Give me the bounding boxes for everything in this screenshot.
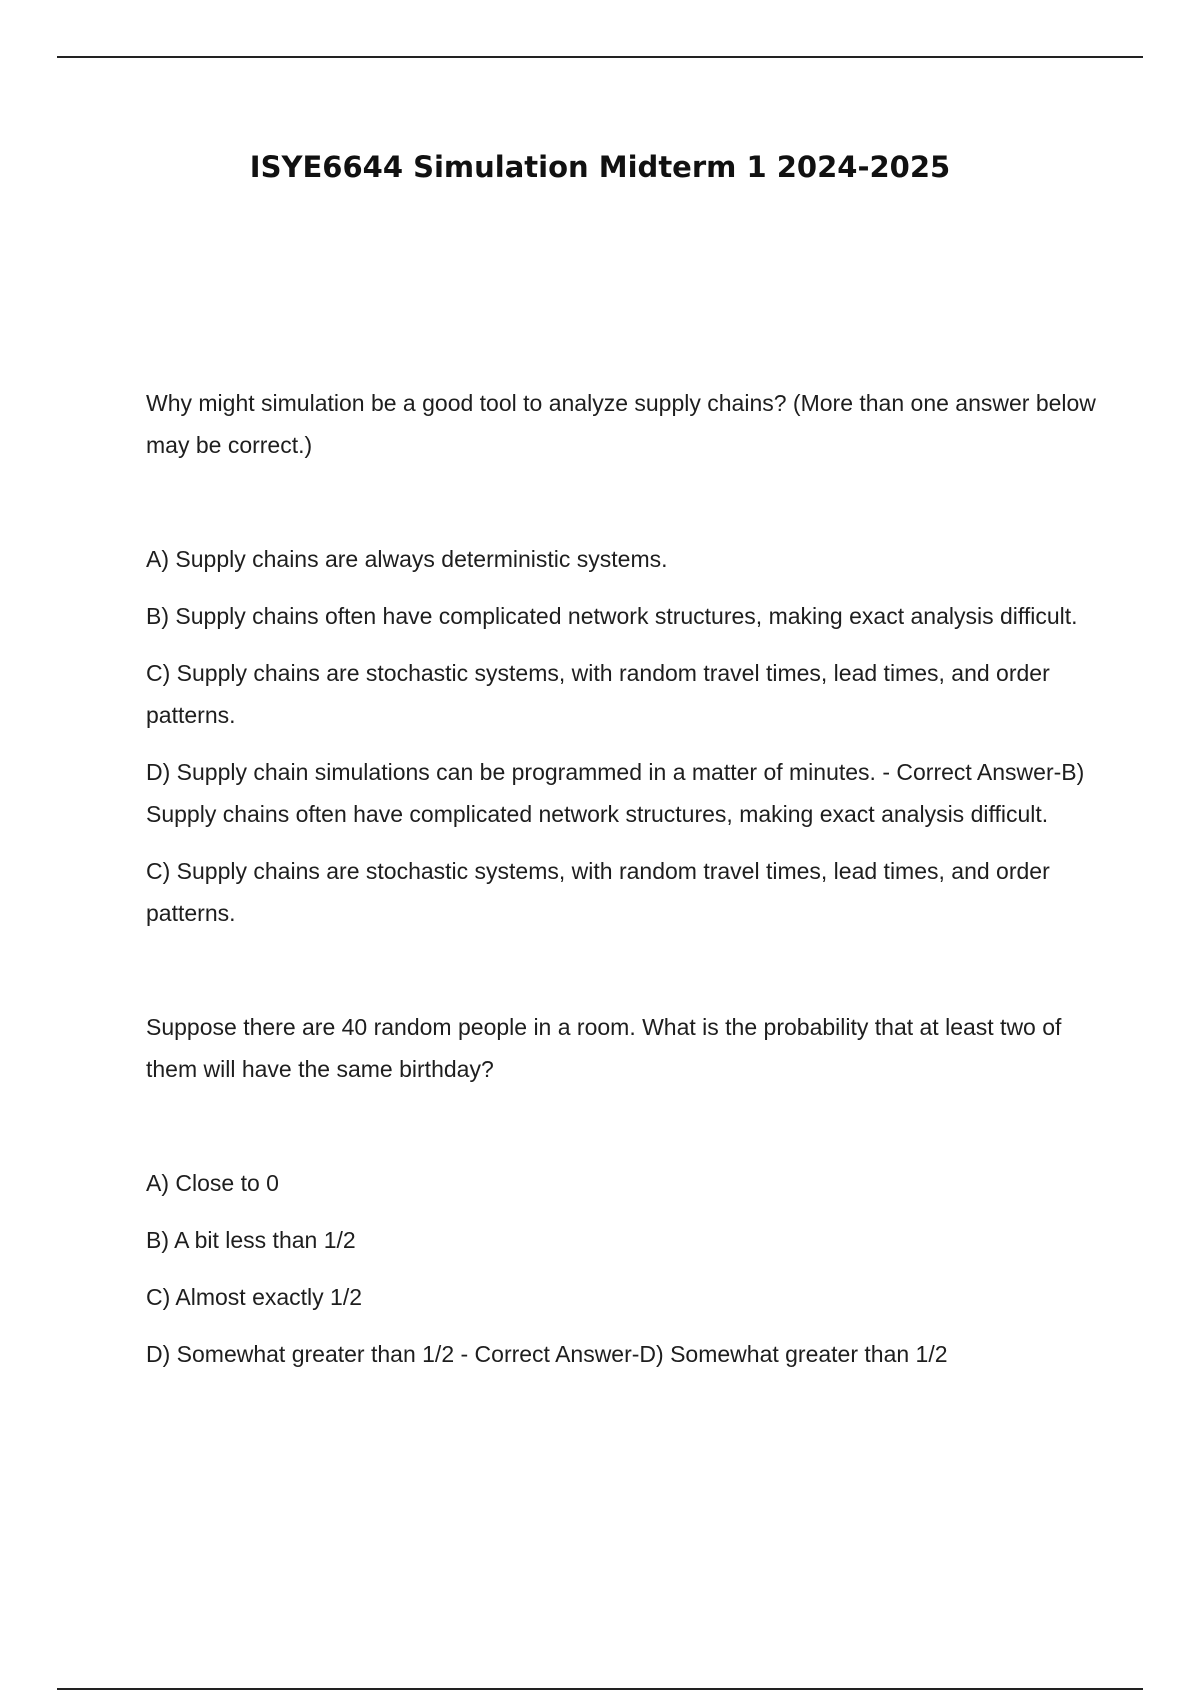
option-d-with-answer: D) Somewhat greater than 1/2 - Correct Answer-D) Somewhat greater than 1/2: [146, 1341, 948, 1367]
question-prompt: Suppose there are 40 random people in a room. What is the probability that at least two of them will have the same birthday?: [146, 1014, 1062, 1082]
option-a: A) Supply chains are always deterministic systems.: [146, 546, 668, 572]
header-rule: [57, 56, 1143, 58]
option-c: C) Supply chains are stochastic systems, with random travel times, lead times, and order patterns.: [146, 660, 1050, 728]
option-d-with-answer: D) Supply chain simulations can be programmed in a matter of minutes. - Correct Answer-B) Supply chains often have complicated network structures, making exact analysis difficult.: [146, 759, 1085, 827]
question-2: [146, 1006, 1096, 1375]
question-prompt: Why might simulation be a good tool to analyze supply chains? (More than one answer below may be correct.): [146, 390, 1096, 458]
document-title: ISYE6644 Simulation Midterm 1 2024-2025: [249, 150, 951, 184]
question-1: [146, 382, 1096, 934]
document-body: [146, 382, 1096, 1390]
option-b: B) Supply chains often have complicated network structures, making exact analysis difficult.: [146, 603, 1078, 629]
footer-rule: [57, 1688, 1143, 1690]
answer-continuation: C) Supply chains are stochastic systems, with random travel times, lead times, and order patterns.: [146, 858, 1050, 926]
option-c: C) Almost exactly 1/2: [146, 1284, 363, 1310]
option-a: A) Close to 0: [146, 1170, 279, 1196]
option-list: [146, 1162, 1096, 1375]
option-list: [146, 538, 1096, 934]
option-b: B) A bit less than 1/2: [146, 1227, 356, 1253]
